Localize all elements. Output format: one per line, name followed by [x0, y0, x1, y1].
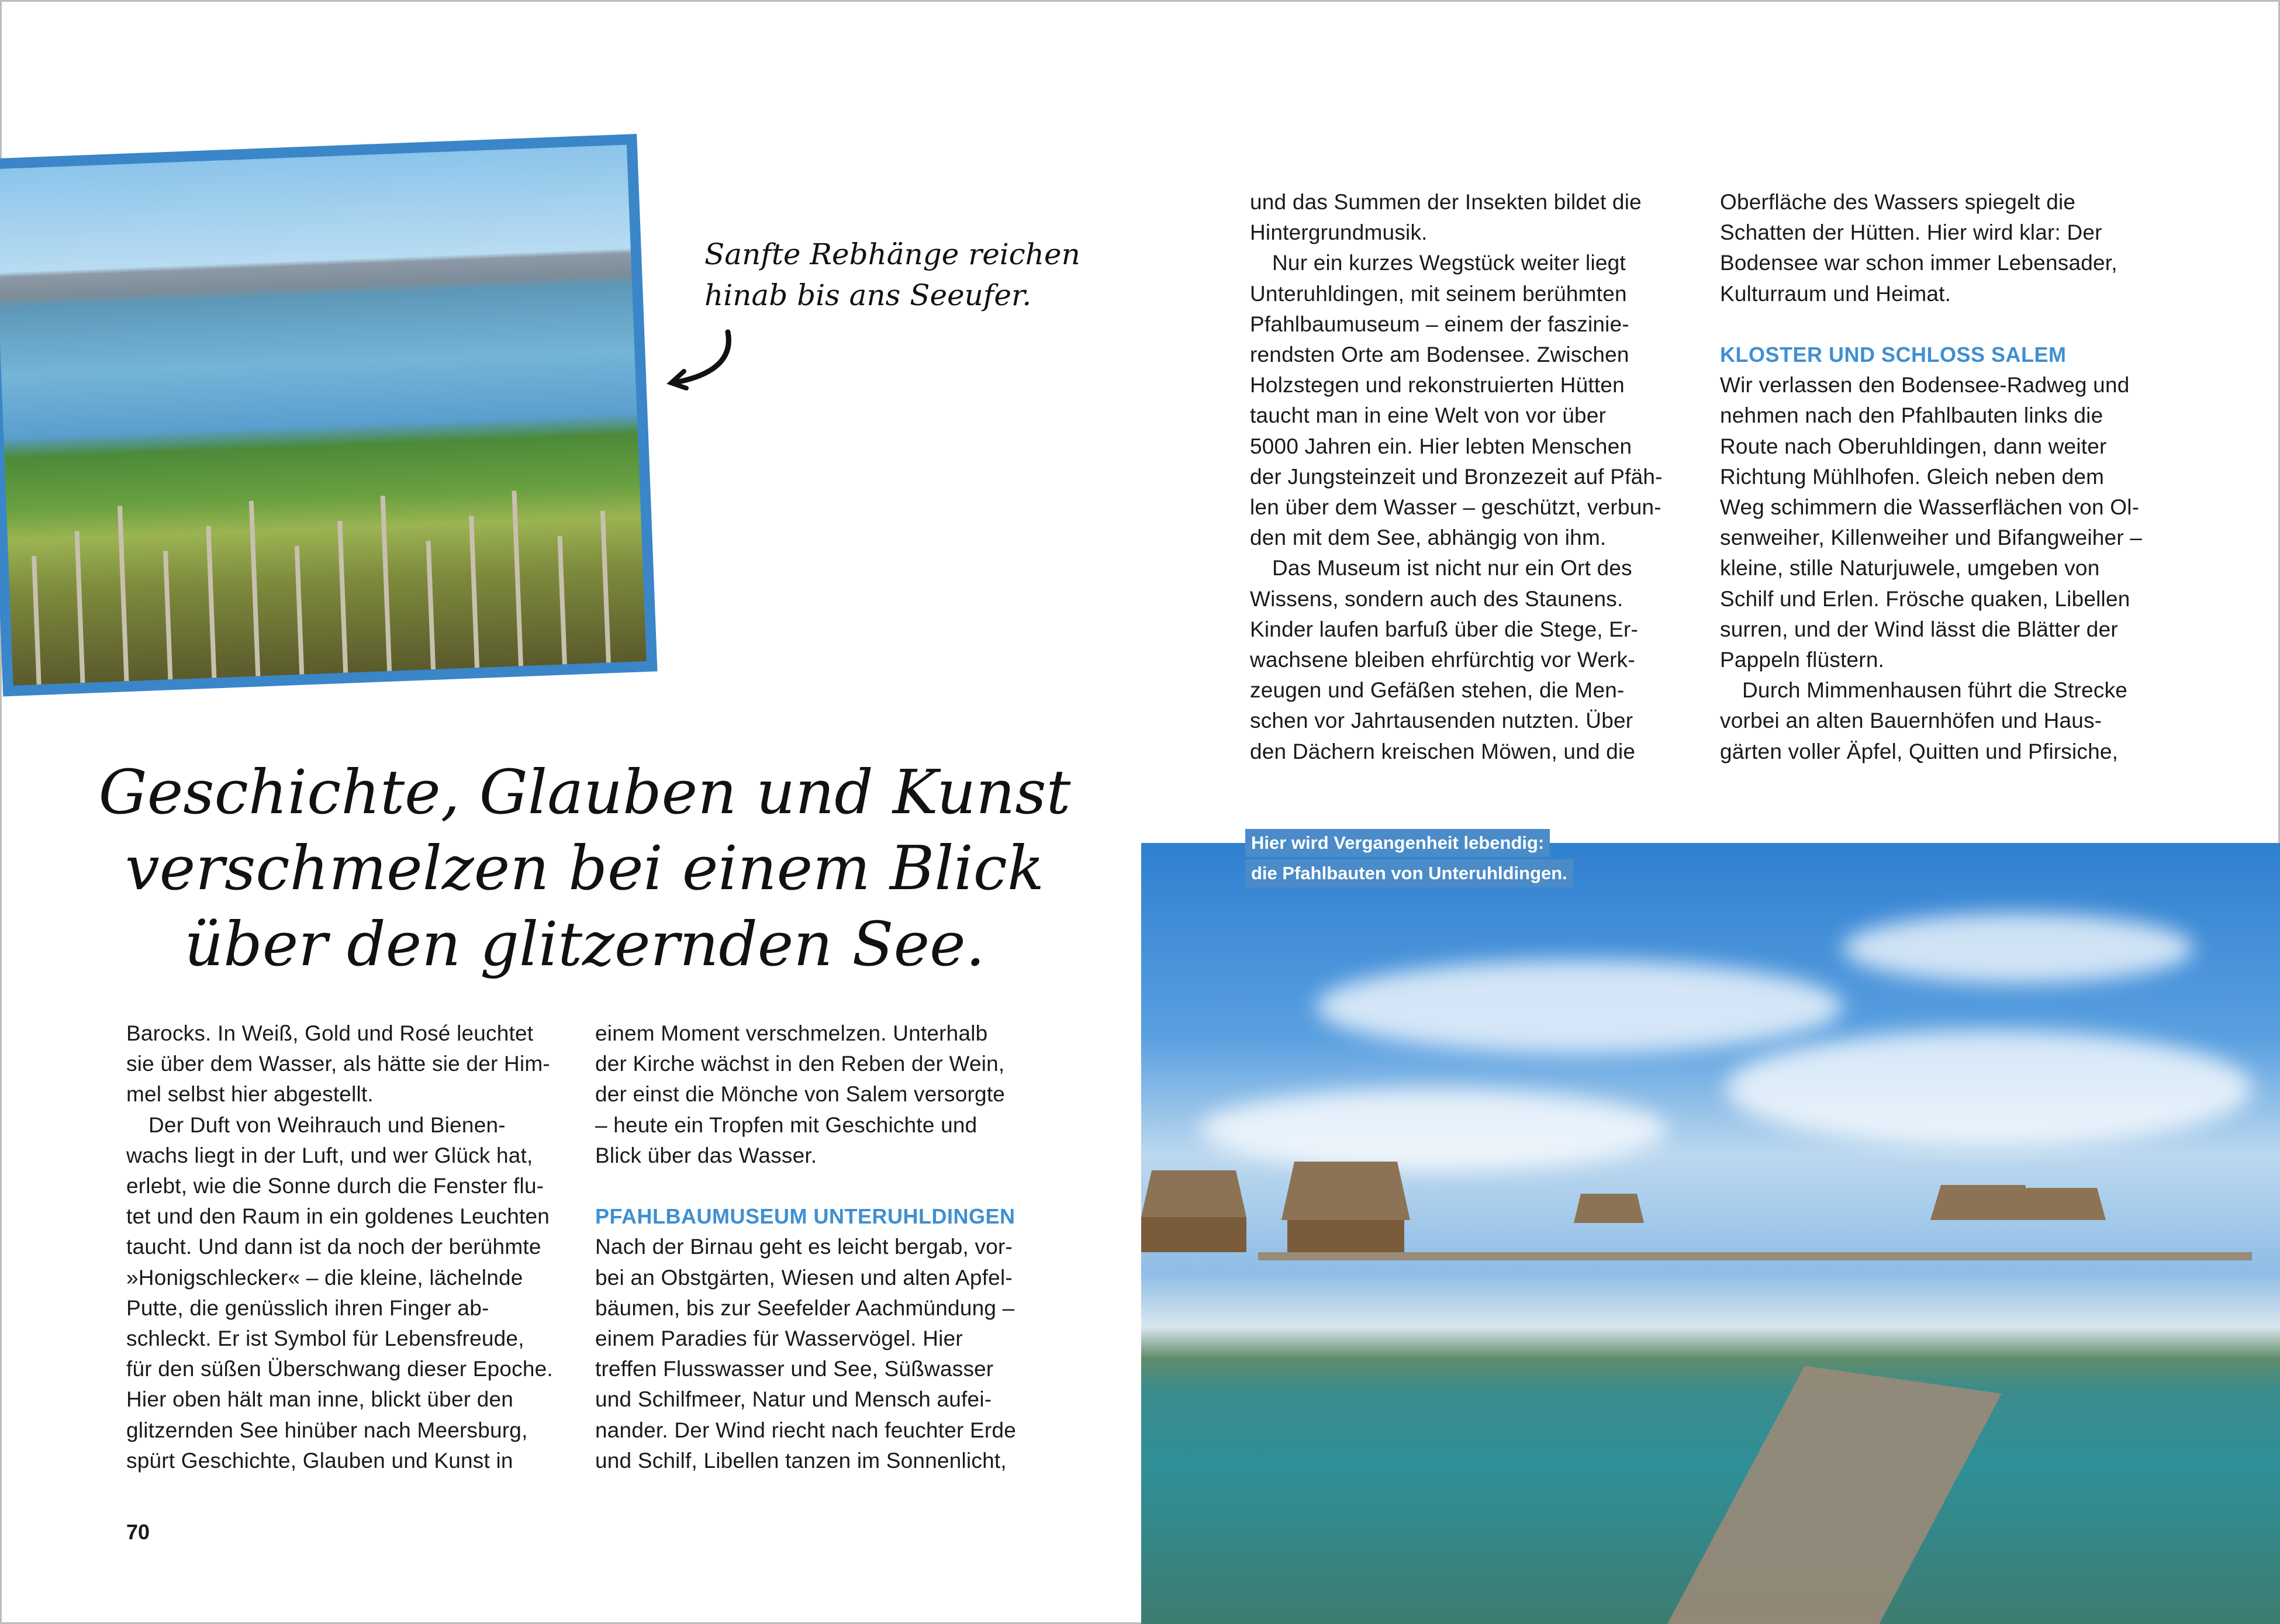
quote-line-1: Geschichte, Glauben und Kunst — [98, 756, 1071, 828]
text-line: einem Moment verschmelzen. Unterhalb — [595, 1021, 988, 1045]
vine-post — [75, 531, 85, 683]
vineyard-image — [0, 145, 647, 686]
text-line: Hintergrundmusik. — [1250, 220, 1428, 245]
text-line: und das Summen der Insekten bildet die — [1250, 190, 1642, 214]
text-line: Kulturraum und Heimat. — [1720, 281, 1951, 306]
text-line: nehmen nach den Pfahlbauten links die — [1720, 403, 2103, 428]
text-line: kleine, stille Naturjuwele, umgeben von — [1720, 556, 2100, 581]
text-line: taucht. Und dann ist da noch der berühmte — [126, 1235, 541, 1259]
text-line: Der Duft von Weihrauch und Bienen- — [148, 1112, 506, 1137]
text-line: Schatten der Hütten. Hier wird klar: Der — [1720, 220, 2102, 245]
photo-caption — [1245, 829, 1573, 890]
text-line: 5000 Jahren ein. Hier lebten Menschen — [1250, 434, 1632, 458]
text-line: schen vor Jahrtausenden nutzten. Über — [1250, 709, 1633, 733]
vine-post — [600, 511, 611, 663]
vine-post — [381, 496, 392, 671]
text-line: zeugen und Gefäßen stehen, die Men- — [1250, 678, 1625, 703]
text-line: Pappeln flüstern. — [1720, 648, 1885, 672]
text-line: Blick über das Wasser. — [595, 1143, 817, 1167]
text-line: Pfahlbaumuseum – einem der faszinie- — [1250, 312, 1629, 336]
text-line: rendsten Orte am Bodensee. Zwischen — [1250, 343, 1629, 367]
text-line: nander. Der Wind riecht nach feuchter Erde — [595, 1418, 1016, 1442]
text-line: Nach der Birnau geht es leicht bergab, vor- — [595, 1235, 1013, 1259]
text-line: Holzstegen und rekonstruierten Hütten — [1250, 373, 1625, 398]
text-line: und Schilf, Libellen tanzen im Sonnenlicht, — [595, 1448, 1007, 1473]
text-line: und Schilfmeer, Natur und Mensch aufei- — [595, 1387, 992, 1412]
text-line: Das Museum ist nicht nur ein Ort des — [1272, 556, 1632, 581]
text-line: Bodensee war schon immer Lebensader, — [1720, 251, 2117, 275]
text-line: Hier oben hält man inne, blickt über den — [126, 1387, 514, 1412]
text-line: der Kirche wächst in den Reben der Wein, — [595, 1052, 1005, 1076]
text-line: Unteruhldingen, mit seinem berühmten — [1250, 281, 1627, 306]
text-line: Wir verlassen den Bodensee-Radweg und — [1720, 373, 2130, 398]
section-heading: KLOSTER UND SCHLOSS SALEM — [1720, 343, 2067, 367]
text-line: der einst die Mönche von Salem versorgte — [595, 1082, 1006, 1107]
text-line: Route nach Oberuhldingen, dann weiter — [1720, 434, 2107, 458]
text-line: bäumen, bis zur Seefelder Aachmündung – — [595, 1295, 1015, 1320]
text-line: sie über dem Wasser, als hätte sie der Him- — [126, 1052, 550, 1076]
vine-post — [512, 490, 523, 666]
pile-dwellings-photo — [1141, 843, 2280, 1624]
vine-post — [32, 556, 41, 685]
text-line: taucht man in eine Welt von vor über — [1250, 403, 1607, 428]
text-line: wachsene bleiben ehrfürchtig vor Werk- — [1250, 648, 1635, 672]
text-line: Barocks. In Weiß, Gold und Rosé leuchtet — [126, 1021, 534, 1045]
section-heading: PFAHLBAUMUSEUM UNTERUHLDINGEN — [595, 1204, 1015, 1229]
text-line: Richtung Mühlhofen. Gleich neben dem — [1720, 464, 2105, 489]
curved-arrow-icon — [661, 327, 737, 392]
text-line: einem Paradies für Wasservögel. Hier — [595, 1326, 963, 1350]
vine-post — [249, 501, 261, 676]
vine-post — [557, 535, 566, 664]
vine-post — [118, 506, 129, 681]
text-line: schleckt. Er ist Symbol für Lebensfreude, — [126, 1326, 524, 1350]
hand-caption-line-1: Sanfte Rebhänge reichen — [704, 237, 1080, 271]
vine-post — [337, 521, 348, 673]
caption-line-1: Hier wird Vergangenheit lebendig: — [1245, 829, 1550, 857]
text-line: für den süßen Überschwang dieser Epoche. — [126, 1357, 553, 1381]
page-number: 70 — [126, 1520, 150, 1544]
vine-post — [163, 551, 172, 679]
text-line: Weg schimmern die Wasserflächen von Ol- — [1720, 495, 2140, 519]
text-line: glitzernden See hinüber nach Meersburg, — [126, 1418, 528, 1442]
text-line: den Dächern kreischen Möwen, und die — [1250, 739, 1636, 763]
hand-caption-line-2: hinab bis ans Seeufer. — [704, 278, 1032, 312]
caption-line-2: die Pfahlbauten von Unteruhldingen. — [1245, 859, 1573, 887]
text-line: erlebt, wie die Sonne durch die Fenster flu- — [126, 1174, 544, 1198]
text-line: Durch Mimmenhausen führt die Strecke — [1742, 678, 2128, 703]
text-line: der Jungsteinzeit und Bronzezeit auf Pfäh- — [1250, 464, 1663, 489]
text-line: senweiher, Killenweiher und Bifangweiher – — [1720, 526, 2143, 550]
text-line: gärten voller Äpfel, Quitten und Pfirsiche, — [1720, 739, 2119, 763]
vineyard-lake-photo — [0, 134, 657, 696]
vine-post — [469, 516, 479, 668]
pull-quote — [0, 754, 1169, 982]
text-line: Oberfläche des Wassers spiegelt die — [1720, 190, 2076, 214]
quote-line-3: über den glitzernden See. — [184, 908, 985, 980]
text-line: Schilf und Erlen. Frösche quaken, Libellen — [1720, 586, 2130, 611]
text-line: – heute ein Tropfen mit Geschichte und — [595, 1112, 977, 1137]
text-line: vorbei an alten Bauernhöfen und Haus- — [1720, 709, 2102, 733]
quote-line-2: verschmelzen bei einem Blick — [125, 832, 1045, 904]
text-line: »Honigschlecker« – die kleine, lächelnde — [126, 1265, 523, 1290]
text-line: tet und den Raum in ein goldenes Leuchten — [126, 1204, 550, 1229]
text-line: Nur ein kurzes Wegstück weiter liegt — [1272, 251, 1626, 275]
vine-post — [295, 546, 304, 675]
text-line: wachs liegt in der Luft, und wer Glück hat, — [126, 1143, 533, 1167]
vine-post — [206, 526, 216, 678]
text-line: Kinder laufen barfuß über die Stege, Er- — [1250, 617, 1639, 641]
vine-post — [426, 541, 436, 669]
text-line: len über dem Wasser – geschützt, verbun- — [1250, 495, 1661, 519]
text-line: mel selbst hier abgestellt. — [126, 1082, 374, 1107]
text-line: treffen Flusswasser und See, Süßwasser — [595, 1357, 994, 1381]
photo-handwritten-caption — [704, 234, 1080, 316]
text-line: bei an Obstgärten, Wiesen und alten Apfel- — [595, 1265, 1013, 1290]
text-line: den mit dem See, abhängig von ihm. — [1250, 526, 1607, 550]
text-line: Putte, die genüsslich ihren Finger ab- — [126, 1295, 489, 1320]
text-line: surren, und der Wind lässt die Blätter der — [1720, 617, 2118, 641]
text-line: spürt Geschichte, Glauben und Kunst in — [126, 1448, 513, 1473]
text-line: Wissens, sondern auch des Staunens. — [1250, 586, 1623, 611]
